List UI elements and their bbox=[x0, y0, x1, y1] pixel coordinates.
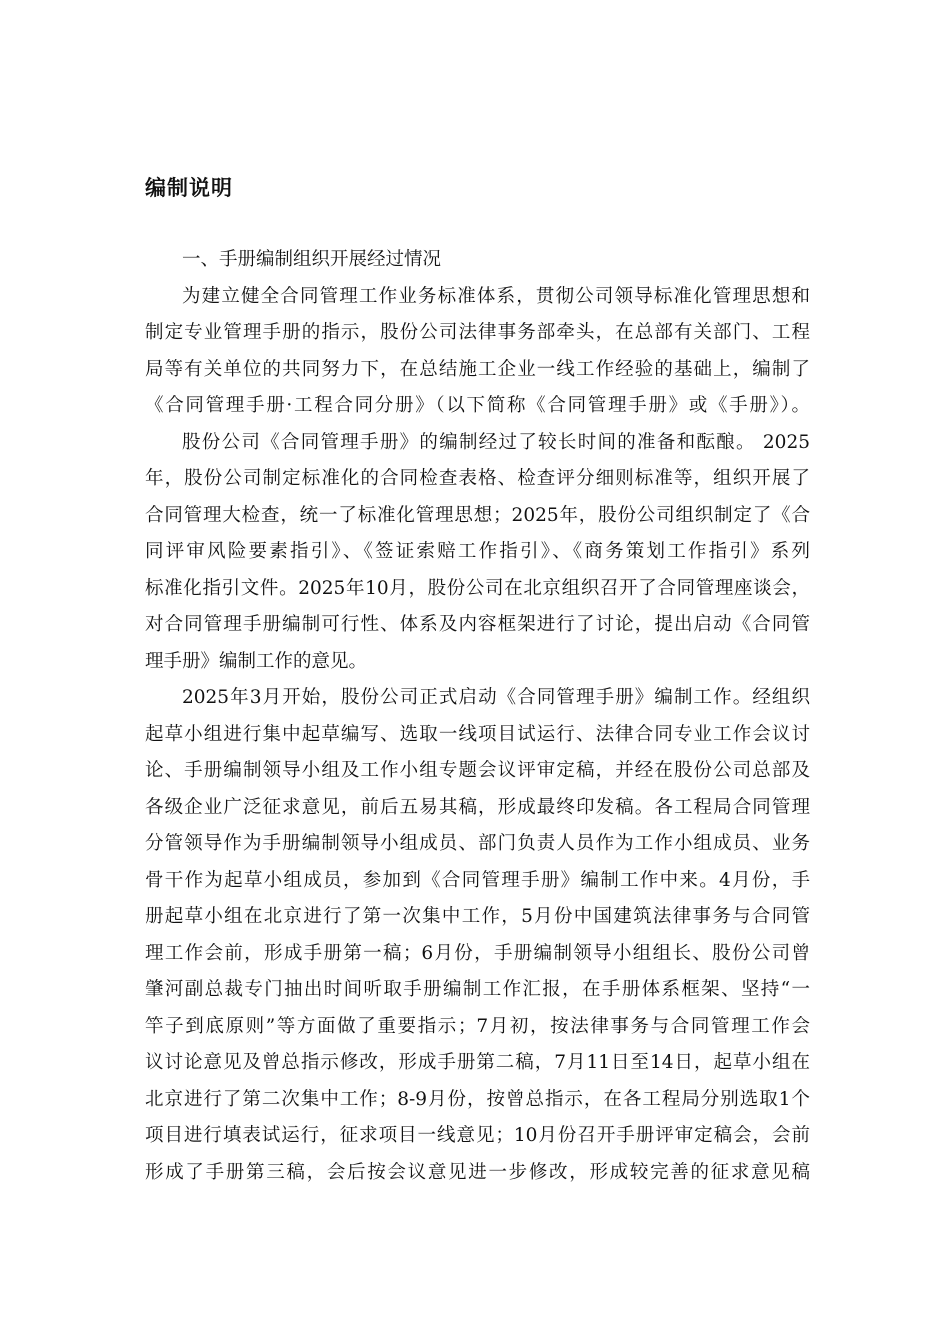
text-line: 起草小组进行集中起草编写、选取一线项目试运行、法律合同专业工作会议讨 bbox=[145, 723, 810, 745]
text-line: 肇河副总裁专门抽出时间听取手册编制工作汇报，在手册体系框架、坚持“一 bbox=[145, 979, 810, 1000]
text-line: 理手册》编制工作的意见。 bbox=[145, 650, 368, 672]
text-line: 论、手册编制领导小组及工作小组专题会议评审定稿，并经在股份公司总部及 bbox=[145, 760, 810, 781]
text-line: 为建立健全合同管理工作业务标准体系，贯彻公司领导标准化管理思想和 bbox=[182, 285, 810, 307]
text-line: 册起草小组在北京进行了第一次集中工作，5月份中国建筑法律事务与合同管 bbox=[145, 906, 810, 927]
text-line: 股份公司《合同管理手册》的编制经过了较长时间的准备和酝酿。 2025 bbox=[182, 431, 810, 453]
text-line: 理工作会前，形成手册第一稿；6月份，手册编制领导小组组长、股份公司曾 bbox=[145, 942, 810, 964]
section-heading: 一、手册编制组织开展经过情况 bbox=[182, 249, 442, 270]
text-line: 各级企业广泛征求意见，前后五易其稿，形成最终印发稿。各工程局合同管理 bbox=[145, 796, 810, 818]
text-line: 《合同管理手册·工程合同分册》（以下简称《合同管理手册》或《手册》）。 bbox=[145, 395, 810, 416]
text-line: 议讨论意见及曾总指示修改，形成手册第二稿，7月11日至14日，起草小组在 bbox=[145, 1052, 810, 1073]
text-line: 北京进行了第二次集中工作；8-9月份，按曾总指示，在各工程局分别选取1个 bbox=[145, 1088, 810, 1110]
text-line: 合同管理大检查，统一了标准化管理思想；2025年，股份公司组织制定了《合 bbox=[145, 504, 810, 526]
text-line: 局等有关单位的共同努力下，在总结施工企业一线工作经验的基础上，编制了 bbox=[145, 358, 810, 380]
text-line: 对合同管理手册编制可行性、体系及内容框架进行了讨论，提出启动《合同管 bbox=[145, 614, 810, 635]
text-line: 分管领导作为手册编制领导小组成员、部门负责人员作为工作小组成员、业务 bbox=[145, 833, 810, 854]
text-line: 竿子到底原则”等方面做了重要指示；7月初，按法律事务与合同管理工作会 bbox=[145, 1015, 810, 1037]
text-line: 同评审风险要素指引》、《签证索赔工作指引》、《商务策划工作指引》系列 bbox=[145, 541, 810, 562]
text-line: 年，股份公司制定标准化的合同检查表格、检查评分细则标准等，组织开展了 bbox=[145, 468, 810, 489]
text-line: 2025年3月开始，股份公司正式启动《合同管理手册》编制工作。经组织 bbox=[182, 687, 810, 708]
text-line: 标准化指引文件。2025年10月，股份公司在北京组织召开了合同管理座谈会， bbox=[145, 577, 810, 599]
document-title: 编制说明 bbox=[145, 176, 233, 200]
text-line: 项目进行填表试运行，征求项目一线意见；10月份召开手册评审定稿会，会前 bbox=[145, 1125, 810, 1146]
text-line: 骨干作为起草小组成员，参加到《合同管理手册》编制工作中来。4月份，手 bbox=[145, 869, 810, 891]
text-line: 制定专业管理手册的指示，股份公司法律事务部牵头，在总部有关部门、工程 bbox=[145, 322, 810, 343]
document-body bbox=[145, 242, 810, 1191]
text-line: 形成了手册第三稿，会后按会议意见进一步修改，形成较完善的征求意见稿 bbox=[145, 1161, 810, 1183]
